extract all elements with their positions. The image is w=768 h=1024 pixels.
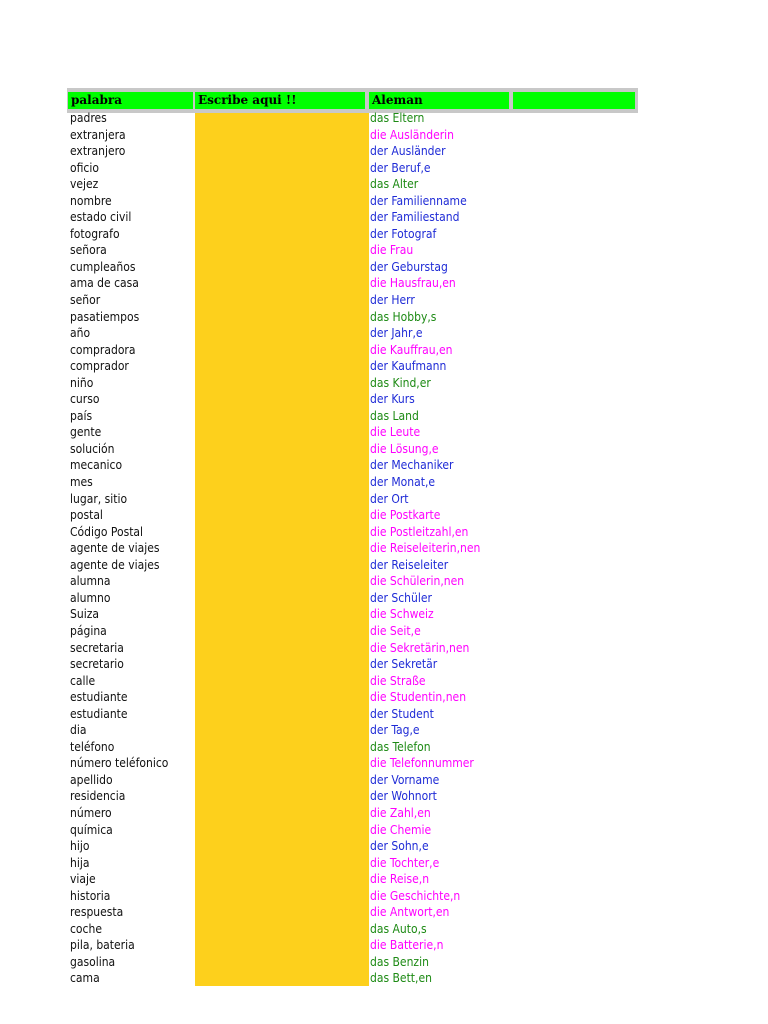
german-translation: die Tochter,e bbox=[370, 855, 440, 870]
spanish-word: agente de viajes bbox=[70, 557, 160, 572]
german-translation: die Geschichte,n bbox=[370, 888, 461, 903]
table-row bbox=[67, 226, 638, 243]
spanish-word: hija bbox=[70, 855, 90, 870]
spanish-word: cama bbox=[70, 971, 100, 986]
table-row bbox=[67, 259, 638, 276]
german-translation: die Studentin,nen bbox=[370, 690, 467, 705]
german-translation: der Kurs bbox=[370, 392, 415, 407]
table-row bbox=[67, 391, 638, 408]
table-row bbox=[67, 209, 638, 226]
table-row bbox=[67, 524, 638, 541]
table-row bbox=[67, 888, 638, 905]
spanish-word: señora bbox=[70, 243, 107, 258]
spanish-word: alumno bbox=[70, 590, 111, 605]
table-row bbox=[67, 673, 638, 690]
table-row bbox=[67, 871, 638, 888]
spanish-word: secretaria bbox=[70, 640, 124, 655]
table-row bbox=[67, 557, 638, 574]
table-row bbox=[67, 921, 638, 938]
table-row bbox=[67, 623, 638, 640]
german-translation: das Land bbox=[370, 408, 419, 423]
spanish-word: cumpleaños bbox=[70, 259, 136, 274]
german-translation: der Familiestand bbox=[370, 210, 460, 225]
spanish-word: mecanico bbox=[70, 458, 123, 473]
german-translation: die Telefonnummer bbox=[370, 756, 474, 771]
header-escribe-aqui: Escribe aqui !! bbox=[195, 92, 365, 109]
table-row bbox=[67, 540, 638, 557]
spanish-word: solución bbox=[70, 441, 115, 456]
german-translation: das Eltern bbox=[370, 111, 425, 125]
spanish-word: extranjera bbox=[70, 127, 126, 142]
german-translation: der Reiseleiter bbox=[370, 557, 449, 572]
table-row bbox=[67, 160, 638, 177]
spanish-word: niño bbox=[70, 375, 94, 390]
spanish-word: gente bbox=[70, 425, 102, 440]
spanish-word: historia bbox=[70, 888, 111, 903]
spanish-word: año bbox=[70, 326, 91, 341]
german-translation: der Jahr,e bbox=[370, 326, 423, 341]
german-translation: der Schüler bbox=[370, 590, 432, 605]
german-translation: das Bett,en bbox=[370, 971, 432, 986]
table-row bbox=[67, 375, 638, 392]
german-translation: die Straße bbox=[370, 673, 426, 688]
table-row bbox=[67, 408, 638, 425]
german-translation: die Sekretärin,nen bbox=[370, 640, 470, 655]
header-aleman: Aleman bbox=[369, 92, 509, 109]
german-translation: die Chemie bbox=[370, 822, 432, 837]
german-translation: die Schweiz bbox=[370, 607, 434, 622]
spanish-word: curso bbox=[70, 392, 100, 407]
german-translation: der Mechaniker bbox=[370, 458, 454, 473]
table-row bbox=[67, 491, 638, 508]
spanish-word: viaje bbox=[70, 872, 96, 887]
german-translation: der Fotograf bbox=[370, 226, 437, 241]
table-row bbox=[67, 242, 638, 259]
german-translation: die Hausfrau,en bbox=[370, 276, 456, 291]
table-row bbox=[67, 127, 638, 144]
german-translation: der Ausländer bbox=[370, 144, 446, 159]
german-translation: das Benzin bbox=[370, 954, 429, 969]
spanish-word: calle bbox=[70, 673, 96, 688]
spanish-word: número bbox=[70, 805, 112, 820]
spanish-word: nombre bbox=[70, 193, 112, 208]
table-row bbox=[67, 507, 638, 524]
german-translation: die Ausländerin bbox=[370, 127, 455, 142]
table-row bbox=[67, 573, 638, 590]
german-translation: der Kaufmann bbox=[370, 359, 447, 374]
table-row bbox=[67, 193, 638, 210]
table-row bbox=[67, 640, 638, 657]
german-translation: das Alter bbox=[370, 177, 419, 192]
spanish-word: página bbox=[70, 623, 107, 638]
spanish-word: extranjero bbox=[70, 144, 126, 159]
table-row bbox=[67, 342, 638, 359]
spanish-word: padres bbox=[70, 111, 107, 125]
german-translation: das Telefon bbox=[370, 739, 431, 754]
german-translation: die Frau bbox=[370, 243, 414, 258]
spanish-word: comprador bbox=[70, 359, 129, 374]
german-translation: der Wohnort bbox=[370, 789, 437, 804]
table-row bbox=[67, 424, 638, 441]
spanish-word: secretario bbox=[70, 657, 124, 672]
spanish-word: compradora bbox=[70, 342, 136, 357]
spanish-word: lugar, sitio bbox=[70, 491, 128, 506]
table-row bbox=[67, 176, 638, 193]
german-translation: das Hobby,s bbox=[370, 309, 437, 324]
german-translation: die Reise,n bbox=[370, 872, 430, 887]
table-row bbox=[67, 358, 638, 375]
german-translation: die Postkarte bbox=[370, 508, 441, 523]
german-translation: der Familienname bbox=[370, 193, 467, 208]
spanish-word: Suiza bbox=[70, 607, 99, 622]
table-row bbox=[67, 755, 638, 772]
spanish-word: estado civil bbox=[70, 210, 132, 225]
spanish-word: estudiante bbox=[70, 690, 128, 705]
table-row bbox=[67, 904, 638, 921]
table-row bbox=[67, 805, 638, 822]
table-row bbox=[67, 292, 638, 309]
spanish-word: hijo bbox=[70, 839, 90, 854]
spanish-word: pasatiempos bbox=[70, 309, 140, 324]
spanish-word: teléfono bbox=[70, 739, 115, 754]
spanish-word: coche bbox=[70, 921, 102, 936]
header-empty bbox=[513, 92, 635, 109]
table-row bbox=[67, 457, 638, 474]
table-row bbox=[67, 474, 638, 491]
spanish-word: Código Postal bbox=[70, 524, 144, 539]
german-translation: die Leute bbox=[370, 425, 421, 440]
german-translation: der Sekretär bbox=[370, 657, 438, 672]
spanish-word: estudiante bbox=[70, 706, 128, 721]
table-row bbox=[67, 143, 638, 160]
spanish-word: gasolina bbox=[70, 954, 116, 969]
spanish-word: número teléfonico bbox=[70, 756, 169, 771]
german-translation: das Auto,s bbox=[370, 921, 427, 936]
table-row bbox=[67, 822, 638, 839]
german-translation: die Seit,e bbox=[370, 623, 421, 638]
table-row bbox=[67, 838, 638, 855]
spanish-word: pila, bateria bbox=[70, 938, 135, 953]
spanish-word: apellido bbox=[70, 772, 113, 787]
spanish-word: ama de casa bbox=[70, 276, 139, 291]
german-translation: die Zahl,en bbox=[370, 805, 431, 820]
german-translation: der Monat,e bbox=[370, 475, 436, 490]
spanish-word: agente de viajes bbox=[70, 541, 160, 556]
spanish-word: vejez bbox=[70, 177, 99, 192]
german-translation: der Geburstag bbox=[370, 259, 448, 274]
table-row bbox=[67, 110, 638, 127]
spanish-word: dia bbox=[70, 723, 87, 738]
german-translation: die Kauffrau,en bbox=[370, 342, 453, 357]
spanish-word: postal bbox=[70, 508, 103, 523]
header-palabra: palabra bbox=[68, 92, 193, 109]
table-row bbox=[67, 937, 638, 954]
german-translation: der Ort bbox=[370, 491, 409, 506]
spanish-word: respuesta bbox=[70, 905, 124, 920]
table-row bbox=[67, 722, 638, 739]
german-translation: der Vorname bbox=[370, 772, 440, 787]
german-translation: die Reiseleiterin,nen bbox=[370, 541, 481, 556]
german-translation: die Lösung,e bbox=[370, 441, 439, 456]
german-translation: der Herr bbox=[370, 293, 415, 308]
table-row bbox=[67, 309, 638, 326]
table-row bbox=[67, 739, 638, 756]
table-row bbox=[67, 656, 638, 673]
table-row bbox=[67, 970, 638, 987]
spanish-word: fotografo bbox=[70, 226, 120, 241]
table-row bbox=[67, 954, 638, 971]
spanish-word: mes bbox=[70, 475, 93, 490]
table-row bbox=[67, 441, 638, 458]
german-translation: die Antwort,en bbox=[370, 905, 450, 920]
spanish-word: residencia bbox=[70, 789, 126, 804]
german-translation: der Sohn,e bbox=[370, 839, 429, 854]
spanish-word: química bbox=[70, 822, 113, 837]
german-translation: die Batterie,n bbox=[370, 938, 444, 953]
table-row bbox=[67, 689, 638, 706]
table-row bbox=[67, 855, 638, 872]
table-row bbox=[67, 606, 638, 623]
german-translation: die Schülerin,nen bbox=[370, 574, 465, 589]
table-row bbox=[67, 772, 638, 789]
german-translation: der Beruf,e bbox=[370, 160, 431, 175]
german-translation: der Tag,e bbox=[370, 723, 420, 738]
table-row bbox=[67, 590, 638, 607]
table-row bbox=[67, 788, 638, 805]
spanish-word: país bbox=[70, 408, 93, 423]
spanish-word: oficio bbox=[70, 160, 99, 175]
table-row bbox=[67, 325, 638, 342]
spanish-word: señor bbox=[70, 293, 101, 308]
table-row bbox=[67, 706, 638, 723]
vocabulary-rows bbox=[67, 110, 638, 987]
german-translation: die Postleitzahl,en bbox=[370, 524, 469, 539]
spanish-word: alumna bbox=[70, 574, 111, 589]
german-translation: das Kind,er bbox=[370, 375, 431, 390]
german-translation: der Student bbox=[370, 706, 434, 721]
table-row bbox=[67, 275, 638, 292]
